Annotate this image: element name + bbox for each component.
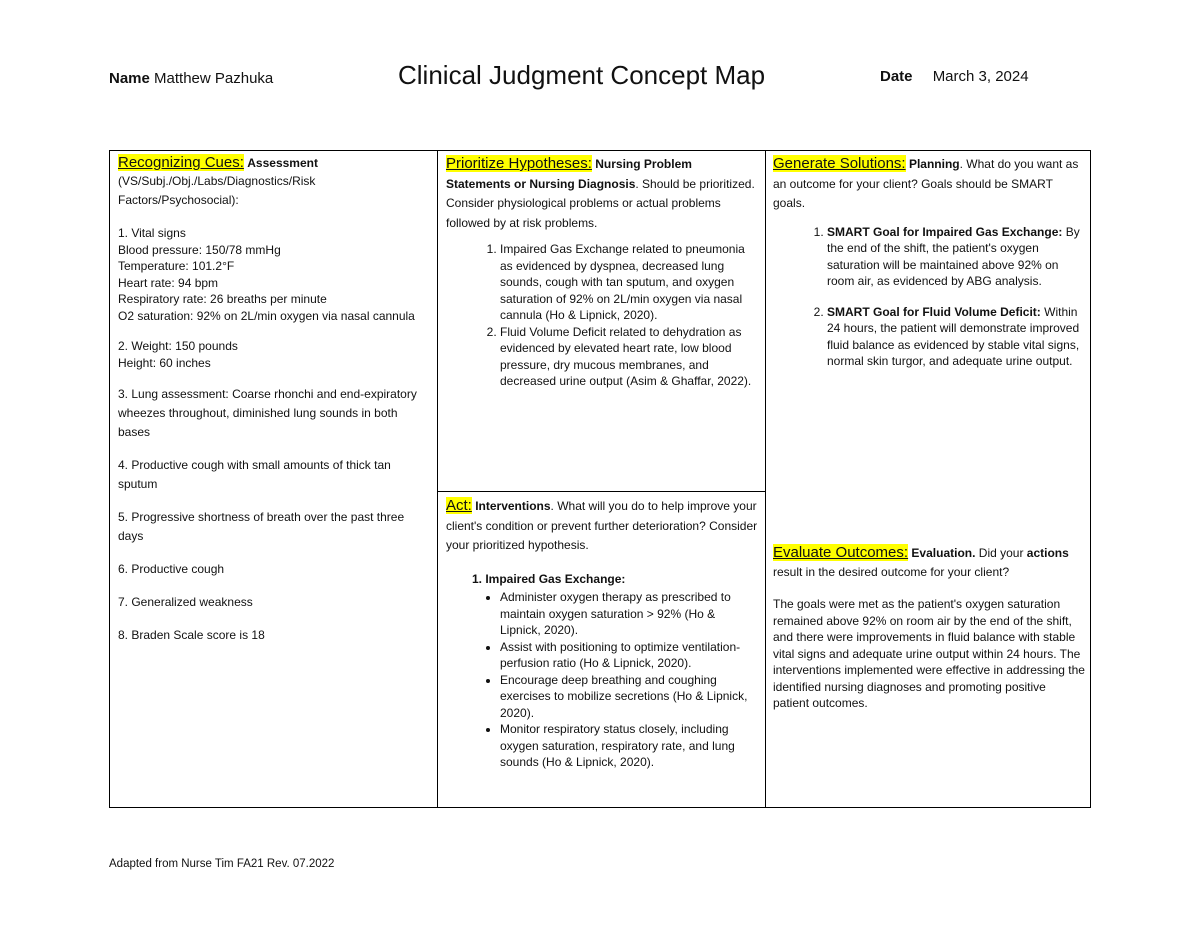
- date-label: Date: [880, 68, 913, 85]
- footer-note: Adapted from Nurse Tim FA21 Rev. 07.2022: [109, 858, 335, 870]
- intervention-item: • Monitor respiratory status closely, including oxygen saturation, respiratory rate, and lung sounds (Ho & Lipnick, 2020).: [500, 721, 758, 771]
- act-heading: Act:: [446, 497, 472, 514]
- vital-signs-title: 1. Vital signs: [118, 226, 186, 240]
- act-cell: [446, 496, 758, 771]
- vital-sign-item: Temperature: 101.2°F: [118, 259, 235, 273]
- name-label: Name: [109, 70, 150, 87]
- cough-item: 6. Productive cough: [118, 562, 225, 576]
- intervention-list: [446, 589, 758, 771]
- intervention-item: • Assist with positioning to optimize ventilation-perfusion ratio (Ho & Lipnick, 2020).: [500, 639, 758, 672]
- concept-map-grid: [109, 150, 1091, 808]
- recognizing-cues-cell: [118, 154, 430, 645]
- smart-goal-item: [827, 224, 1085, 290]
- generate-solutions-heading: Generate Solutions:: [773, 155, 906, 172]
- name-line: [109, 70, 273, 87]
- page-title: Clinical Judgment Concept Map: [398, 60, 766, 90]
- prioritize-hypotheses-heading: Prioritize Hypotheses:: [446, 155, 592, 172]
- cough-tan-item: 4. Productive cough with small amounts of thick tan sputum: [118, 458, 391, 491]
- act-intro: . What will you do to help improve your client's condition or prevent further deterioration? Consider your prioritized hypothesis.: [446, 499, 758, 552]
- smart-goal-text: Within 24 hours, the patient will demonstrate improved fluid balance as evidenced by stable vital signs, normal skin turgor, and adequate urine output.: [827, 304, 1080, 368]
- generate-solutions-intro: . What do you want as an outcome for your client? Goals should be SMART goals.: [773, 157, 1079, 210]
- intervention-item: • Administer oxygen therapy as prescribed to maintain oxygen saturation > 92% (Ho & Lipnick, 2020).: [500, 589, 758, 639]
- evaluate-outcomes-heading: Evaluate Outcomes:: [773, 544, 909, 561]
- generate-solutions-cell: [773, 154, 1085, 384]
- recognizing-cues-heading: Recognizing Cues:: [118, 154, 244, 171]
- smart-goal-label: SMART Goal for Impaired Gas Exchange:: [827, 224, 1063, 239]
- date-line: [880, 68, 1029, 85]
- act-subheading: Interventions: [475, 499, 551, 513]
- sob-item: 5. Progressive shortness of breath over the past three days: [118, 510, 405, 543]
- nursing-diagnosis-item: 2. Fluid Volume Deficit related to dehydration as evidenced by elevated heart rate, low blood pressure, dry mucous membranes, and decreased urine output (Asim & Ghaffar, 2022).: [500, 324, 758, 390]
- vital-sign-item: Heart rate: 94 bpm: [118, 275, 219, 290]
- lung-assessment-item: 3. Lung assessment: Coarse rhonchi and end-expiratory wheezes throughout, diminished lung sounds in both bases: [118, 387, 417, 439]
- nursing-diagnosis-item: 1. Impaired Gas Exchange related to pneumonia as evidenced by dyspnea, decreased lung sounds, cough with tan sputum, and oxygen saturation of 92% on 2L/min oxygen via nasal cannula (Ho & Lipnick, 2020).: [500, 241, 758, 324]
- generate-solutions-subheading: Planning: [908, 157, 960, 171]
- vital-sign-item: Blood pressure: 150/78 mmHg: [118, 242, 281, 257]
- prioritize-hypotheses-subheading: Nursing Problem Statements or Nursing Diagnosis: [446, 157, 692, 191]
- vital-sign-item: O2 saturation: 92% on 2L/min oxygen via nasal cannula: [118, 308, 415, 323]
- smart-goal-text: By the end of the shift, the patient's oxygen saturation will be maintained above 92% on room air, as evidenced by ABG analysis.: [827, 224, 1080, 288]
- braden-item: 8. Braden Scale score is 18: [118, 628, 265, 642]
- evaluate-outcomes-cell: [773, 543, 1085, 712]
- evaluation-body: The goals were met as the patient's oxygen saturation remained above 92% on room air by the end of the shift, and there were improvements in fluid balance with stable vital signs and adequate urine output within 24 hours. The interventions implemented were effective in addressing the identified nursing diagnoses and promoting positive patient outcomes.: [773, 597, 1085, 710]
- evaluate-outcomes-subheading: Evaluation.: [911, 546, 976, 560]
- smart-goal-label: SMART Goal for Fluid Volume Deficit:: [827, 304, 1041, 319]
- column-divider: [437, 151, 438, 807]
- date-value: March 3, 2024: [932, 68, 1029, 85]
- prioritize-hypotheses-cell: [446, 154, 758, 390]
- row-divider: [437, 491, 765, 492]
- column-divider: [765, 151, 766, 807]
- evaluate-intro-bold: actions: [1026, 546, 1069, 560]
- height-item: Height: 60 inches: [118, 355, 211, 370]
- intervention-item: • Encourage deep breathing and coughing exercises to mobilize secretions (Ho & Lipnick, 2020).: [500, 672, 758, 722]
- intervention-group-title: 1. Impaired Gas Exchange:: [472, 571, 626, 586]
- recognizing-cues-intro: (VS/Subj./Obj./Labs/Diagnostics/Risk Factors/Psychosocial):: [118, 174, 316, 207]
- evaluate-intro-a: Did your: [975, 546, 1027, 560]
- document-header: [0, 60, 1200, 94]
- vital-sign-item: Respiratory rate: 26 breaths per minute: [118, 292, 327, 306]
- prioritize-hypotheses-intro: . Should be prioritized. Consider physiological problems or actual problems followed by at risk problems.: [446, 176, 755, 230]
- nursing-diagnosis-list: [446, 241, 758, 390]
- smart-goal-item: [827, 304, 1085, 370]
- weakness-item: 7. Generalized weakness: [118, 595, 253, 609]
- recognizing-cues-subheading: Assessment: [247, 156, 318, 170]
- evaluate-intro-b: result in the desired outcome for your client?: [773, 565, 1010, 579]
- smart-goal-list: [773, 224, 1085, 370]
- weight-item: 2. Weight: 150 pounds: [118, 339, 238, 353]
- name-value: Matthew Pazhuka: [154, 70, 274, 87]
